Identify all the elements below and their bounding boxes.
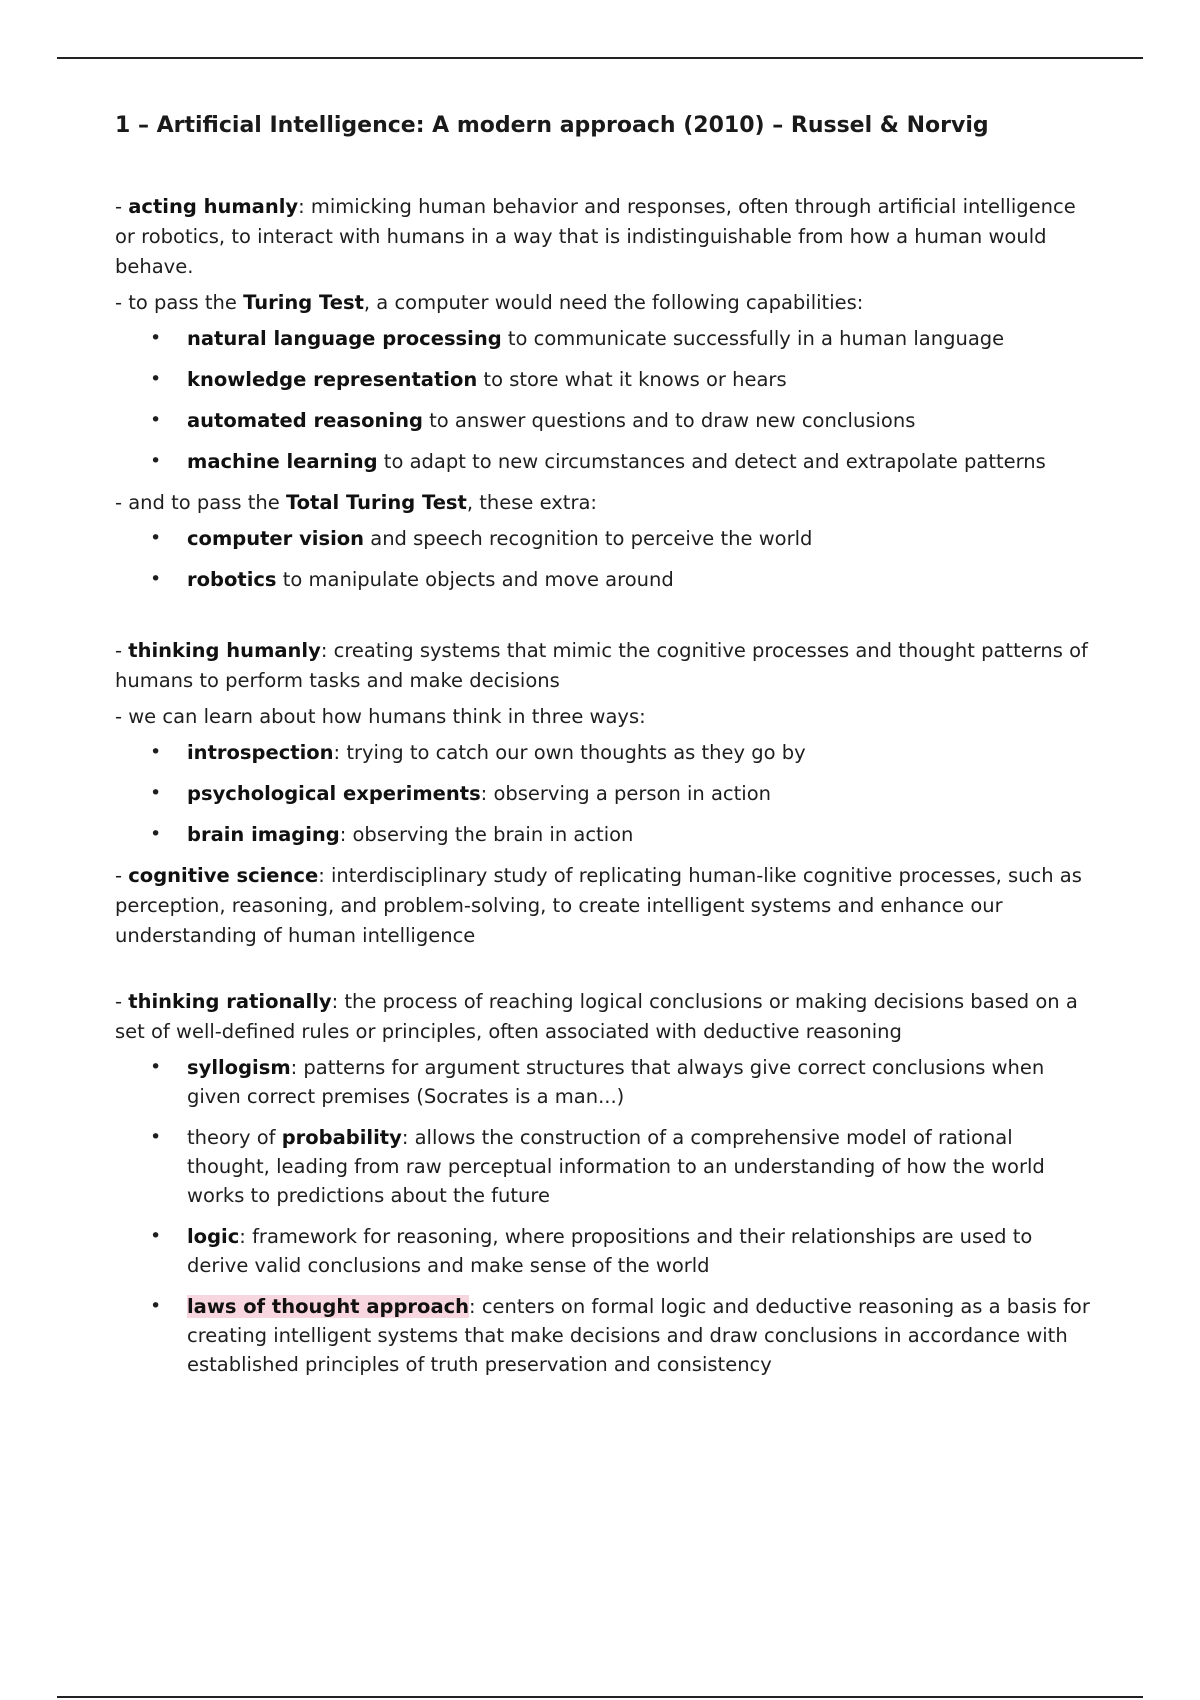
definition-text: : the process of reaching logical conclusions or making decisions based on a set of well-defined rules or principles, often associated with deductive reasoning (115, 990, 1078, 1043)
total-turing-test-intro (115, 488, 1095, 518)
dash: - (115, 639, 129, 662)
term: automated reasoning (187, 409, 423, 432)
term: brain imaging (187, 823, 340, 846)
text: , these extra: (466, 491, 597, 514)
bullet-icon: • (150, 782, 162, 804)
list-item (115, 524, 1095, 553)
text: and speech recognition to perceive the world (364, 527, 813, 550)
term: syllogism (187, 1056, 291, 1079)
bullet-icon: • (150, 568, 162, 590)
text: theory of (187, 1126, 282, 1149)
cognitive-science-definition (115, 861, 1095, 951)
text: to store what it knows or hears (477, 368, 787, 391)
extras-list (115, 524, 1095, 594)
bullet-icon: • (150, 741, 162, 763)
list-item (115, 365, 1095, 394)
text: to communicate successfully in a human language (501, 327, 1005, 350)
text: to manipulate objects and move around (276, 568, 674, 591)
section-thinking-humanly (115, 636, 1095, 951)
bullet-icon: • (150, 527, 162, 549)
bullet-icon: • (150, 1126, 162, 1148)
section-thinking-rationally (115, 987, 1095, 1379)
text: to answer questions and to draw new conclusions (422, 409, 916, 432)
text: : framework for reasoning, where propositions and their relationships are used to derive valid conclusions and make sense of the world (187, 1225, 1033, 1277)
turing-test-intro (115, 288, 1095, 318)
list-item (115, 1222, 1095, 1280)
bullet-icon: • (150, 1295, 162, 1317)
list-item (115, 820, 1095, 849)
list-item (115, 1292, 1095, 1379)
text: to adapt to new circumstances and detect and extrapolate patterns (377, 450, 1046, 473)
term: psychological experiments (187, 782, 481, 805)
page-title: 1 – Artificial Intelligence: A modern approach (2010) – Russel & Norvig (115, 113, 989, 138)
term: knowledge representation (187, 368, 478, 391)
text: : trying to catch our own thoughts as they go by (333, 741, 806, 764)
term-thinking-humanly: thinking humanly (128, 639, 321, 662)
top-rule (57, 57, 1143, 59)
highlighted-term: laws of thought approach (187, 1295, 470, 1318)
text: : centers on formal logic and deductive reasoning as a basis for creating intelligent systems that make decisions and draw conclusions in accordance with established principles of truth preservation and consistency (187, 1295, 1090, 1376)
thinking-rationally-definition (115, 987, 1095, 1047)
rational-items-list (115, 1053, 1095, 1379)
acting-humanly-definition (115, 192, 1095, 282)
term-thinking-rationally: thinking rationally (128, 990, 332, 1013)
capabilities-list (115, 324, 1095, 476)
term-turing-test: Turing Test (243, 291, 364, 314)
list-item (115, 738, 1095, 767)
dash: - (115, 195, 129, 218)
dash: - (115, 990, 129, 1013)
text: : observing a person in action (480, 782, 772, 805)
text: : observing the brain in action (339, 823, 634, 846)
definition-text: : mimicking human behavior and responses, often through artificial intelligence or robotics, to interact with humans in a way that is indistinguishable from how a human would behave. (115, 195, 1076, 278)
list-item (115, 447, 1095, 476)
definition-text: : interdisciplinary study of replicating human-like cognitive processes, such as perception, reasoning, and problem-solving, to create intelligent systems and enhance our understanding of human intelligence (115, 864, 1082, 947)
term: computer vision (187, 527, 365, 550)
list-item (115, 565, 1095, 594)
document-page (115, 110, 1095, 1391)
definition-text: : creating systems that mimic the cognitive processes and thought patterns of humans to perform tasks and make decisions (115, 639, 1088, 692)
list-item (115, 1123, 1095, 1210)
term: probability (281, 1126, 402, 1149)
list-item (115, 779, 1095, 808)
term: introspection (187, 741, 334, 764)
ways-list (115, 738, 1095, 849)
thinking-humanly-definition (115, 636, 1095, 696)
bullet-icon: • (150, 368, 162, 390)
bullet-icon: • (150, 327, 162, 349)
term-cognitive-science: cognitive science (128, 864, 319, 887)
text: - to pass the (115, 291, 244, 314)
text: , a computer would need the following capabilities: (363, 291, 864, 314)
dash: - (115, 864, 129, 887)
bullet-icon: • (150, 1056, 162, 1078)
section-acting-humanly (115, 192, 1095, 594)
list-item (115, 324, 1095, 353)
term-total-turing-test: Total Turing Test (285, 491, 467, 514)
three-ways-intro: - we can learn about how humans think in three ways: (115, 705, 646, 728)
term: logic (187, 1225, 240, 1248)
bullet-icon: • (150, 409, 162, 431)
bullet-icon: • (150, 823, 162, 845)
list-item (115, 406, 1095, 435)
list-item (115, 1053, 1095, 1111)
bullet-icon: • (150, 450, 162, 472)
term: machine learning (187, 450, 378, 473)
term: robotics (187, 568, 277, 591)
term-acting-humanly: acting humanly (128, 195, 299, 218)
text: - and to pass the (115, 491, 286, 514)
bottom-rule (57, 1696, 1143, 1698)
term: natural language processing (187, 327, 502, 350)
text: : patterns for argument structures that always give correct conclusions when given correct premises (Socrates is a man...) (187, 1056, 1045, 1108)
bullet-icon: • (150, 1225, 162, 1247)
text: : allows the construction of a comprehensive model of rational thought, leading from raw perceptual information to an understanding of how the world works to predictions about the future (187, 1126, 1045, 1207)
